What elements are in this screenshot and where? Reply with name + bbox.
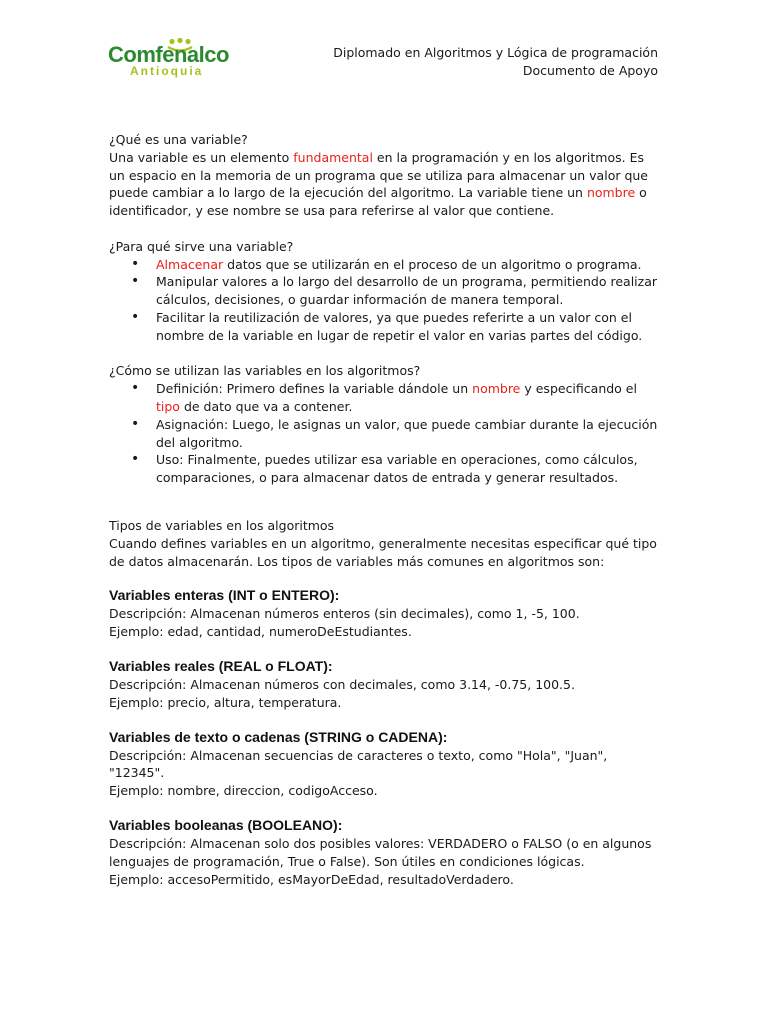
type-heading: Variables reales (REAL o FLOAT):: [109, 657, 333, 674]
type-description: Descripción: Almacenan secuencias de caracteres o texto, como "Hola", "Juan", "12345".: [109, 747, 608, 781]
section-title: Tipos de variables en los algoritmos: [109, 517, 335, 533]
type-example: Ejemplo: edad, cantidad, numeroDeEstudiantes.: [109, 624, 412, 640]
list-item: [109, 380, 661, 416]
document-header: [333, 44, 658, 80]
type-heading: Variables de texto o cadenas (STRING o CADENA):: [109, 728, 448, 745]
type-description: Descripción: Almacenan números con decimales, como 3.14, -0.75, 100.5.: [109, 676, 575, 692]
list-item: • Asignación: Luego, le asignas un valor, que puede cambiar durante la ejecución del algoritmo.: [109, 416, 661, 452]
type-boolean: [109, 816, 661, 888]
text-run: Definición: Primero defines la variable dándole un: [156, 381, 473, 397]
type-real: [109, 657, 661, 712]
bullet-list: [109, 256, 661, 345]
bullet-list: [109, 380, 661, 487]
logo-subtitle: Antioquia: [130, 64, 204, 78]
highlight-text: nombre: [586, 185, 636, 201]
text-run: Una variable es un elemento: [109, 149, 294, 165]
document-body: [109, 131, 661, 888]
list-item: • Manipular valores a lo largo del desarrollo de un programa, permitiendo realizar cálculos, decisiones, o guardar información de manera temporal.: [109, 273, 661, 309]
text-run: de dato que va a contener.: [179, 398, 353, 414]
type-string: [109, 728, 661, 800]
paragraph: Cuando defines variables en un algoritmo, generalmente necesitas especificar qué tipo de datos almacenarán. Los tipos de variables más comunes en algoritmos son:: [109, 535, 657, 569]
highlight-text: nombre: [472, 381, 521, 397]
type-heading: Variables booleanas (BOOLEANO):: [109, 816, 343, 833]
section-what-is-variable: [109, 131, 661, 220]
text-run: o identificador, y ese nombre se usa para referirse al valor que contiene.: [109, 185, 647, 219]
document-type: Documento de Apoyo: [522, 63, 658, 78]
section-purpose: [109, 238, 661, 345]
question-heading: ¿Para qué sirve una variable?: [109, 238, 294, 254]
comfenalco-logo: [108, 38, 248, 80]
type-example: Ejemplo: precio, altura, temperatura.: [109, 694, 342, 710]
list-item: • Uso: Finalmente, puedes utilizar esa variable en operaciones, como cálculos, comparaciones, o para almacenar datos de entrada y generar resultados.: [109, 451, 661, 487]
highlight-text: tipo: [156, 398, 180, 414]
question-heading: ¿Cómo se utilizan las variables en los algoritmos?: [109, 363, 421, 379]
highlight-text: Almacenar: [156, 256, 224, 272]
type-description: Descripción: Almacenan solo dos posibles valores: VERDADERO o FALSO (o en algunos lenguajes de programación, True o False). Son útiles en condiciones lógicas.: [109, 835, 652, 869]
logo-wordmark: Comfenalco: [108, 42, 229, 67]
type-heading: Variables enteras (INT o ENTERO):: [109, 587, 340, 604]
type-integer: [109, 586, 661, 641]
section-usage: [109, 362, 661, 487]
list-item: [109, 256, 661, 274]
paragraph: [109, 149, 661, 220]
text-run: y especificando el: [520, 381, 637, 397]
question-heading: ¿Qué es una variable?: [109, 132, 248, 147]
text-run: en la programación y en los algoritmos. Es un espacio en la memoria de un programa que se utiliza para almacenar un valor que puede cambiar a lo largo de la ejecución del algoritmo. La variable tiene un: [109, 149, 649, 201]
highlight-text: fundamental: [293, 149, 373, 165]
type-example: Ejemplo: nombre, direccion, codigoAcceso.: [109, 783, 378, 799]
type-description: Descripción: Almacenan números enteros (sin decimales), como 1, -5, 100.: [109, 606, 580, 622]
course-title: Diplomado en Algoritmos y Lógica de programación: [333, 45, 658, 60]
text-run: datos que se utilizarán en el proceso de un algoritmo o programa.: [223, 256, 642, 272]
section-variable-types: [109, 517, 661, 570]
list-item: • Facilitar la reutilización de valores, ya que puedes referirte a un valor con el nombre de la variable en lugar de repetir el valor en varias partes del código.: [109, 309, 661, 345]
type-example: Ejemplo: accesoPermitido, esMayorDeEdad, resultadoVerdadero.: [109, 871, 514, 887]
